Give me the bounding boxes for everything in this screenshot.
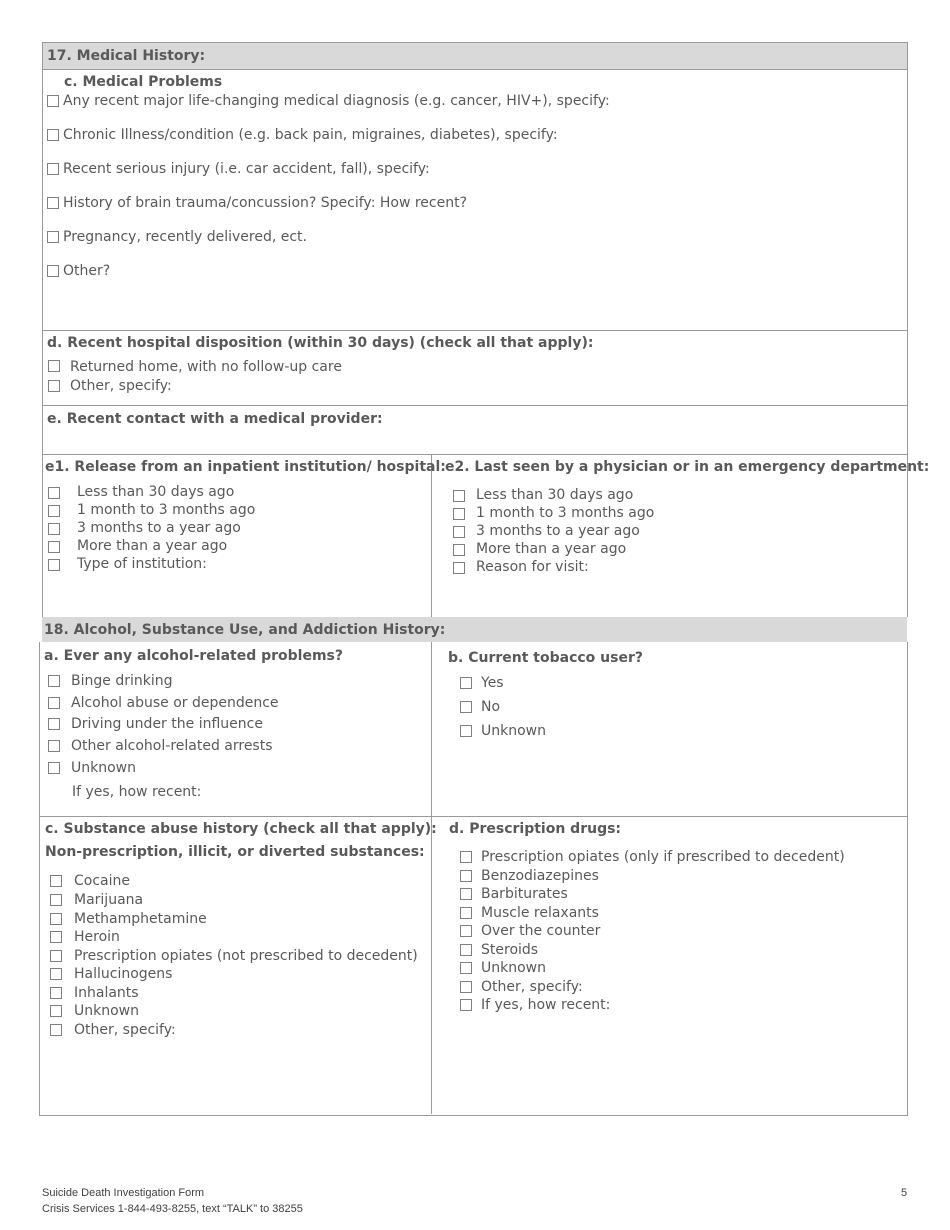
label-methamphetamine: Methamphetamine (74, 911, 207, 927)
label-tobacco-unknown: Unknown (481, 723, 546, 739)
checkbox-brain-trauma[interactable] (47, 197, 59, 209)
label-dui: Driving under the influence (71, 716, 263, 732)
label-e1-type-of-institution: Type of institution: (77, 556, 207, 572)
checkbox-e2-less-30-days[interactable] (453, 490, 465, 502)
label-disposition-other: Other, specify: (70, 378, 172, 394)
checkbox-marijuana[interactable] (50, 894, 62, 906)
label-rx-if-yes-recent: If yes, how recent: (481, 997, 611, 1013)
label-e2-more-than-year: More than a year ago (476, 541, 627, 557)
frame-right-18 (907, 642, 908, 1115)
divider-before-e1-e2 (42, 454, 908, 455)
checkbox-rx-other[interactable] (460, 981, 472, 993)
checkbox-other-medical[interactable] (47, 265, 59, 277)
label-rx-unknown: Unknown (481, 960, 546, 976)
checkbox-methamphetamine[interactable] (50, 913, 62, 925)
frame-bottom (39, 1115, 908, 1116)
label-hallucinogens: Hallucinogens (74, 966, 173, 982)
divider-before-d (42, 330, 908, 331)
substance-abuse-heading: c. Substance abuse history (check all that apply): (45, 821, 437, 837)
checkbox-binge-drinking[interactable] (48, 675, 60, 687)
footer-crisis-line: Crisis Services 1-844-493-8255, text “TALK” to 38255 (42, 1203, 303, 1215)
checkbox-alcohol-arrests[interactable] (48, 740, 60, 752)
checkbox-e1-1-to-3-months[interactable] (48, 505, 60, 517)
label-barbiturates: Barbiturates (481, 886, 568, 902)
label-substance-other: Other, specify: (74, 1022, 176, 1038)
label-other-medical: Other? (63, 263, 111, 279)
label-life-changing-diagnosis: Any recent major life-changing medical diagnosis (e.g. cancer, HIV+), specify: (63, 93, 610, 109)
label-alcohol-arrests: Other alcohol-related arrests (71, 738, 273, 754)
frame-top (42, 42, 908, 43)
label-marijuana: Marijuana (74, 892, 144, 908)
label-over-the-counter: Over the counter (481, 923, 601, 939)
divider-before-e (42, 405, 908, 406)
section-18-title: 18. Alcohol, Substance Use, and Addiction History: (44, 622, 446, 638)
tobacco-user-heading: b. Current tobacco user? (448, 650, 643, 666)
label-inhalants: Inhalants (74, 985, 139, 1001)
checkbox-cocaine[interactable] (50, 875, 62, 887)
hospital-disposition-heading: d. Recent hospital disposition (within 30 days) (check all that apply): (47, 335, 594, 351)
checkbox-rx-unknown[interactable] (460, 962, 472, 974)
label-e2-reason-for-visit: Reason for visit: (476, 559, 589, 575)
checkbox-heroin[interactable] (50, 931, 62, 943)
checkbox-barbiturates[interactable] (460, 888, 472, 900)
divider-e1-e2 (431, 454, 432, 1114)
label-heroin: Heroin (74, 929, 120, 945)
substance-abuse-subheading: Non-prescription, illicit, or diverted substances: (45, 844, 425, 860)
checkbox-returned-home[interactable] (48, 360, 60, 372)
label-muscle-relaxants: Muscle relaxants (481, 905, 599, 921)
label-rx-opiates-not-prescribed: Prescription opiates (not prescribed to decedent) (74, 948, 418, 964)
checkbox-alcohol-abuse[interactable] (48, 697, 60, 709)
label-alcohol-unknown: Unknown (71, 760, 136, 776)
checkbox-over-the-counter[interactable] (460, 925, 472, 937)
checkbox-dui[interactable] (48, 718, 60, 730)
checkbox-e1-type-of-institution[interactable] (48, 559, 60, 571)
checkbox-alcohol-unknown[interactable] (48, 762, 60, 774)
footer-page-number: 5 (901, 1187, 908, 1199)
label-chronic-illness: Chronic Illness/condition (e.g. back pain, migraines, diabetes), specify: (63, 127, 558, 143)
checkbox-e2-3-months-to-year[interactable] (453, 526, 465, 538)
label-e1-more-than-year: More than a year ago (77, 538, 228, 554)
medical-problems-heading: c. Medical Problems (64, 74, 223, 90)
checkbox-e2-reason-for-visit[interactable] (453, 562, 465, 574)
label-tobacco-no: No (481, 699, 501, 715)
checkbox-chronic-illness[interactable] (47, 129, 59, 141)
divider-before-substance (39, 816, 908, 817)
label-e1-1-to-3-months: 1 month to 3 months ago (77, 502, 256, 518)
alcohol-problems-heading: a. Ever any alcohol-related problems? (44, 648, 344, 664)
alcohol-if-yes-recent: If yes, how recent: (72, 784, 202, 800)
checkbox-disposition-other[interactable] (48, 380, 60, 392)
checkbox-rx-opiates-not-prescribed[interactable] (50, 950, 62, 962)
label-tobacco-yes: Yes (481, 675, 504, 691)
label-rx-opiates-prescribed: Prescription opiates (only if prescribed to decedent) (481, 849, 845, 865)
checkbox-e2-more-than-year[interactable] (453, 544, 465, 556)
section-17-title: 17. Medical History: (47, 48, 206, 64)
medical-provider-contact-heading: e. Recent contact with a medical provider: (47, 411, 383, 427)
label-returned-home: Returned home, with no follow-up care (70, 359, 342, 375)
checkbox-serious-injury[interactable] (47, 163, 59, 175)
label-brain-trauma: History of brain trauma/concussion? Specify: How recent? (63, 195, 468, 211)
label-serious-injury: Recent serious injury (i.e. car accident, fall), specify: (63, 161, 430, 177)
checkbox-benzodiazepines[interactable] (460, 870, 472, 882)
label-e2-3-months-to-year: 3 months to a year ago (476, 523, 640, 539)
label-binge-drinking: Binge drinking (71, 673, 173, 689)
checkbox-muscle-relaxants[interactable] (460, 907, 472, 919)
inpatient-release-heading: e1. Release from an inpatient institution/ hospital: (45, 459, 446, 475)
checkbox-e1-more-than-year[interactable] (48, 541, 60, 553)
checkbox-e1-3-months-to-year[interactable] (48, 523, 60, 535)
label-steroids: Steroids (481, 942, 539, 958)
label-e1-less-30-days: Less than 30 days ago (77, 484, 235, 500)
checkbox-steroids[interactable] (460, 944, 472, 956)
label-pregnancy: Pregnancy, recently delivered, ect. (63, 229, 307, 245)
checkbox-rx-opiates-prescribed[interactable] (460, 851, 472, 863)
physician-visit-heading: e2. Last seen by a physician or in an emergency department: (445, 459, 930, 475)
checkbox-pregnancy[interactable] (47, 231, 59, 243)
checkbox-tobacco-yes[interactable] (460, 677, 472, 689)
checkbox-inhalants[interactable] (50, 987, 62, 999)
label-e1-3-months-to-year: 3 months to a year ago (77, 520, 241, 536)
checkbox-substance-unknown[interactable] (50, 1005, 62, 1017)
checkbox-e1-less-30-days[interactable] (48, 487, 60, 499)
label-benzodiazepines: Benzodiazepines (481, 868, 599, 884)
prescription-drugs-heading: d. Prescription drugs: (449, 821, 622, 837)
label-substance-unknown: Unknown (74, 1003, 139, 1019)
label-rx-other: Other, specify: (481, 979, 583, 995)
checkbox-rx-if-yes-recent[interactable] (460, 999, 472, 1011)
label-cocaine: Cocaine (74, 873, 130, 889)
checkbox-substance-other[interactable] (50, 1024, 62, 1036)
footer-form-name: Suicide Death Investigation Form (42, 1187, 205, 1199)
label-alcohol-abuse: Alcohol abuse or dependence (71, 695, 279, 711)
label-e2-less-30-days: Less than 30 days ago (476, 487, 634, 503)
frame-under-17 (42, 69, 908, 70)
checkbox-hallucinogens[interactable] (50, 968, 62, 980)
checkbox-tobacco-unknown[interactable] (460, 725, 472, 737)
checkbox-life-changing-diagnosis[interactable] (47, 95, 59, 107)
label-e2-1-to-3-months: 1 month to 3 months ago (476, 505, 655, 521)
frame-left-18 (39, 642, 40, 1115)
checkbox-tobacco-no[interactable] (460, 701, 472, 713)
checkbox-e2-1-to-3-months[interactable] (453, 508, 465, 520)
